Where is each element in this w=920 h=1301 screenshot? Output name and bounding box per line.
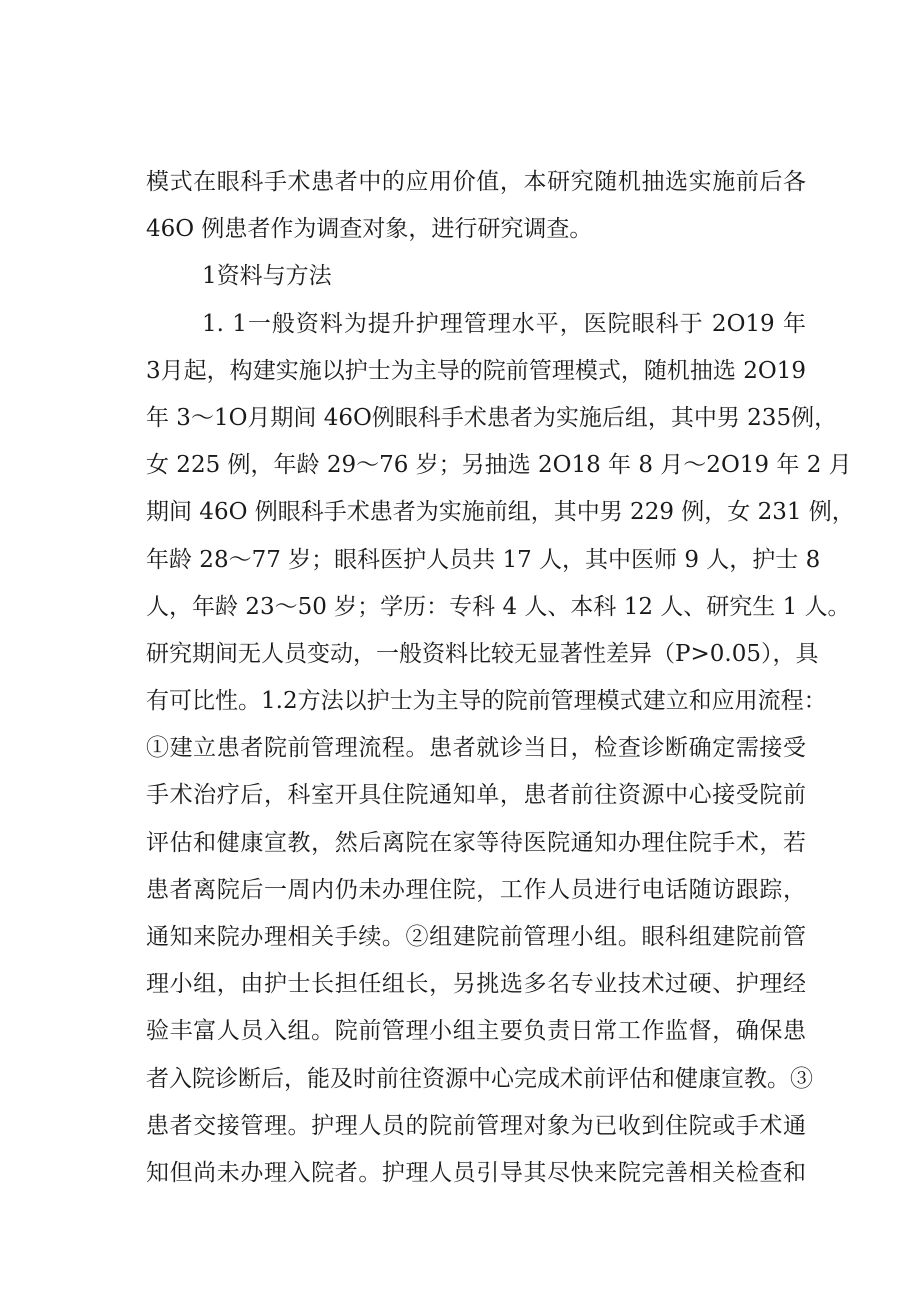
text-line: 通知来院办理相关手续。②组建院前管理小组。眼科组建院前管 [146, 924, 806, 950]
text-line: 模式在眼科手术患者中的应用价值，本研究随机抽选实施前后各 [146, 169, 806, 195]
text-line: 手术治疗后，科室开具住院通知单，患者前往资源中心接受院前 [146, 782, 806, 809]
text-line: 评估和健康宣教，然后离院在家等待医院通知办理住院手术，若 [146, 829, 806, 856]
text-line: 知但尚未办理入院者。护理人员引导其尽快来院完善相关检查和 [146, 1159, 806, 1186]
text-line: 1. 1一般资料为提升护理管理水平，医院眼科于 2O19 年 [202, 310, 806, 337]
text-line: 年 3～1O月期间 46O例眼科手术患者为实施后组，其中男 235例， [146, 404, 838, 431]
section-heading: 1资料与方法 [202, 263, 332, 290]
text-line: ①建立患者院前管理流程。患者就诊当日，检查诊断确定需接受 [146, 735, 806, 762]
text-line: 患者交接管理。护理人员的院前管理对象为已收到住院或手术通 [146, 1112, 806, 1139]
text-line: 3月起，构建实施以护士为主导的院前管理模式，随机抽选 2O19 [146, 357, 806, 384]
body-text [146, 159, 855, 1197]
text-line: 年龄 28～77 岁；眼科医护人员共 17 人，其中医师 9 人，护士 8 [146, 546, 821, 573]
text-line: 有可比性。1.2方法以护士为主导的院前管理模式建立和应用流程： [146, 688, 827, 715]
text-line: 46O 例患者作为调查对象，进行研究调查。 [146, 216, 593, 243]
text-line: 理小组，由护士长担任组长，另挑选多名专业技术过硬、护理经 [146, 971, 806, 998]
text-line: 期间 46O 例眼科手术患者为实施前组，其中男 229 例，女 231 例， [146, 499, 855, 526]
text-line: 女 225 例，年龄 29～76 岁；另抽选 2O18 年 8 月～2O19 年 2 月 [146, 452, 852, 479]
text-line: 人，年龄 23～50 岁；学历：专科 4 人、本科 12 人、研究生 1 人。 [146, 593, 851, 620]
text-line: 患者离院后一周内仍未办理住院，工作人员进行电话随访跟踪， [146, 876, 806, 903]
text-line: 者入院诊断后，能及时前往资源中心完成术前评估和健康宣教。③ [146, 1065, 813, 1092]
text-line: 验丰富人员入组。院前管理小组主要负责日常工作监督，确保患 [146, 1018, 806, 1045]
text-line: 研究期间无人员变动，一般资料比较无显著性差异（P>0.05），具 [146, 640, 819, 667]
